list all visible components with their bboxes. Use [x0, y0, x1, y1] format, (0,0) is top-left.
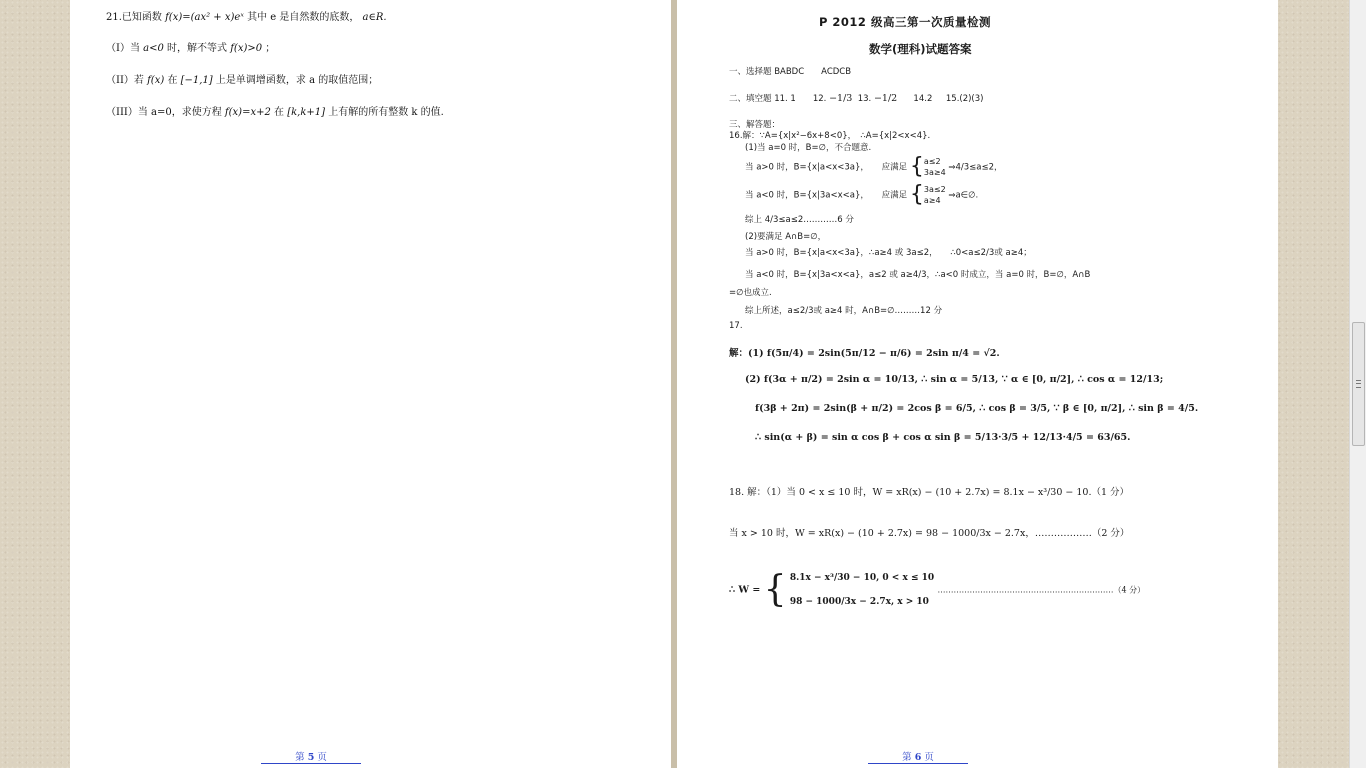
solution-16-line-5: (2)要满足 A∩B=∅， — [745, 232, 827, 242]
solution-17-line-2: (2) f(3α + π/2) = 2sin α = 10/13, ∴ sin α = 5/13, ∵ α ∈ [0, π/2], ∴ cos α = 12/13; — [745, 374, 1164, 385]
solution-16-line-3 — [745, 184, 978, 206]
solution-16-line-4: 综上 4/3≤a≤2…………6 分 — [745, 215, 854, 225]
question-21-part-2 — [106, 71, 378, 86]
q21-part1-inequality: f(x)>0 — [230, 43, 263, 54]
s16-case-a-neg: 当 a<0 时，B={x|3a<x<a}， 应满足 — [745, 190, 908, 201]
solution-17-line-4: ∴ sin(α + β) = sin α cos β + cos α sin β = 5/13·3/5 + 12/13·4/5 = 63/65. — [755, 432, 1131, 443]
s16-sys2-result: ⇒a∈∅. — [948, 190, 979, 201]
solution-16-head: 16.解：∵A={x|x²−6x+8<0}， ∴A={x|2<x<4}. — [729, 131, 931, 141]
document-page-6 — [677, 0, 1278, 768]
q21-part1-label: （I）当 — [106, 43, 140, 54]
solution-16-line-1: (1)当 a=0 时，B=∅，不合题意. — [745, 143, 872, 153]
piecewise-score: …………………………………………………………（4 分） — [937, 585, 1146, 595]
s16-sys1-b: 3a≥4 — [923, 168, 946, 177]
fill-blank-12: −1/3 — [829, 93, 853, 104]
piecewise-case-1: 8.1x − x³/30 − 10, 0 < x ≤ 10 — [789, 573, 935, 583]
q21-part1-end: ； — [265, 43, 276, 54]
s16-system-2 — [924, 184, 946, 206]
fill-blank-14: 14.2 — [913, 94, 933, 104]
q21-part1-condition: a<0 — [143, 43, 164, 54]
piecewise-case-2: 98 − 1000/3x − 2.7x, x > 10 — [789, 597, 929, 607]
piecewise-cases — [790, 566, 934, 614]
scrollbar-thumb[interactable] — [1352, 322, 1365, 446]
answer-subtitle: 数学(理科)试题答案 — [869, 42, 972, 56]
multiple-choice-answers: 一、选择题 BABDC ACDCB — [729, 67, 852, 77]
section-3-heading: 三、解答题： — [729, 120, 781, 130]
solution-16-line-6: 当 a>0 时，B={x|a<x<3a}，∴a≥4 或 3a≤2， ∴0<a≤2/3或 a≥4； — [745, 248, 1032, 258]
s16-sys1-a: a≤2 — [923, 157, 941, 166]
q21-part3-equation: f(x)=x+2 — [224, 107, 271, 118]
q21-function-formula: f(x)=(ax² + x)eˣ — [165, 12, 244, 23]
fill-blank-15: 15.(2)(3) — [945, 94, 984, 104]
system-brace: { — [909, 154, 924, 179]
q21-part3-text: 上有解的所有整数 k 的值. — [328, 107, 444, 118]
s16-sys2-b: a≥4 — [923, 196, 941, 205]
q21-part2-function: f(x) — [147, 75, 165, 86]
solution-17-number: 17. — [729, 321, 743, 331]
s16-case-a-pos: 当 a>0 时，B={x|a<x<3a}， 应满足 — [745, 162, 908, 173]
q21-part1-text: 时，解不等式 — [167, 43, 228, 54]
document-page-5 — [70, 0, 671, 768]
footer-number: 6 — [914, 752, 922, 763]
page-number-footer — [261, 752, 361, 764]
footer-number: 5 — [307, 752, 315, 763]
vertical-scrollbar[interactable] — [1349, 0, 1366, 768]
q21-a-domain: a∈R. — [362, 12, 387, 23]
question-21-part-3 — [106, 103, 444, 118]
s16-sys2-a: 3a≤2 — [923, 185, 946, 194]
page-number-footer — [868, 752, 968, 764]
fill-blank-answers — [729, 92, 983, 104]
scanned-answer-sheet — [729, 8, 1199, 618]
solution-18-line-1: 18. 解：（1）当 0 < x ≤ 10 时，W = xR(x) − (10 + 2.7x) = 8.1x − x³/30 − 10.（1 分） — [729, 487, 1130, 498]
footer-suffix: 页 — [924, 752, 934, 763]
question-21-stem — [106, 8, 387, 23]
answer-title: P 2012 级高三第一次质量检测 — [819, 15, 991, 29]
solution-16-line-2 — [745, 156, 1003, 178]
q21-part2-text: 上是单调增函数，求 a 的取值范围； — [215, 75, 379, 86]
solution-18-piecewise — [729, 566, 1145, 614]
fill-blank-11: 二、填空题 11. 1 12. — [729, 94, 827, 104]
piecewise-brace: { — [763, 569, 787, 610]
fill-blank-13: −1/2 — [873, 93, 898, 104]
grip-icon — [1356, 380, 1361, 388]
footer-suffix: 页 — [317, 752, 327, 763]
footer-prefix: 第 — [902, 752, 912, 763]
solution-16-line-7: 当 a<0 时，B={x|3a<x<a}，a≤2 或 a≥4/3，∴a<0 时成立，当 a=0 时，B=∅，A∩B — [745, 270, 1091, 280]
fill-blank-13-label: 13. — [857, 94, 872, 104]
system-brace: { — [909, 182, 924, 207]
q21-part2-in: 在 — [167, 75, 178, 86]
q21-part3-in: 在 — [274, 107, 285, 118]
s16-sys1-result: ⇒4/3≤a≤2， — [948, 162, 1003, 173]
solution-16-line-8: =∅也成立. — [729, 288, 772, 298]
solution-16-line-9: 综上所述，a≤2/3或 a≥4 时，A∩B=∅………12 分 — [745, 306, 943, 316]
s16-system-1 — [924, 156, 946, 178]
solution-17-line-1: 解：(1) f(5π/4) = 2sin(5π/12 − π/6) = 2sin π/4 = √2. — [729, 348, 1000, 359]
solution-18-line-2: 当 x > 10 时，W = xR(x) − (10 + 2.7x) = 98 − 1000/3x − 2.7x，………………（2 分） — [729, 528, 1130, 539]
q21-part3-label: （III）当 a=0，求使方程 — [106, 107, 222, 118]
q21-intro-text: 21.已知函数 — [106, 12, 162, 23]
solution-17-line-3: f(3β + 2π) = 2sin(β + π/2) = 2cos β = 6/5, ∴ cos β = 3/5, ∵ β ∈ [0, π/2], ∴ sin β = 4/5. — [755, 403, 1199, 414]
q21-part2-label: （II）若 — [106, 75, 144, 86]
w-label: ∴ W = — [729, 584, 761, 596]
q21-part2-interval: [−1,1] — [180, 75, 213, 86]
footer-prefix: 第 — [295, 752, 305, 763]
q21-part3-interval: [k,k+1] — [287, 107, 326, 118]
question-21-part-1 — [106, 39, 275, 54]
q21-e-note: 其中 e 是自然数的底数， — [247, 12, 360, 23]
